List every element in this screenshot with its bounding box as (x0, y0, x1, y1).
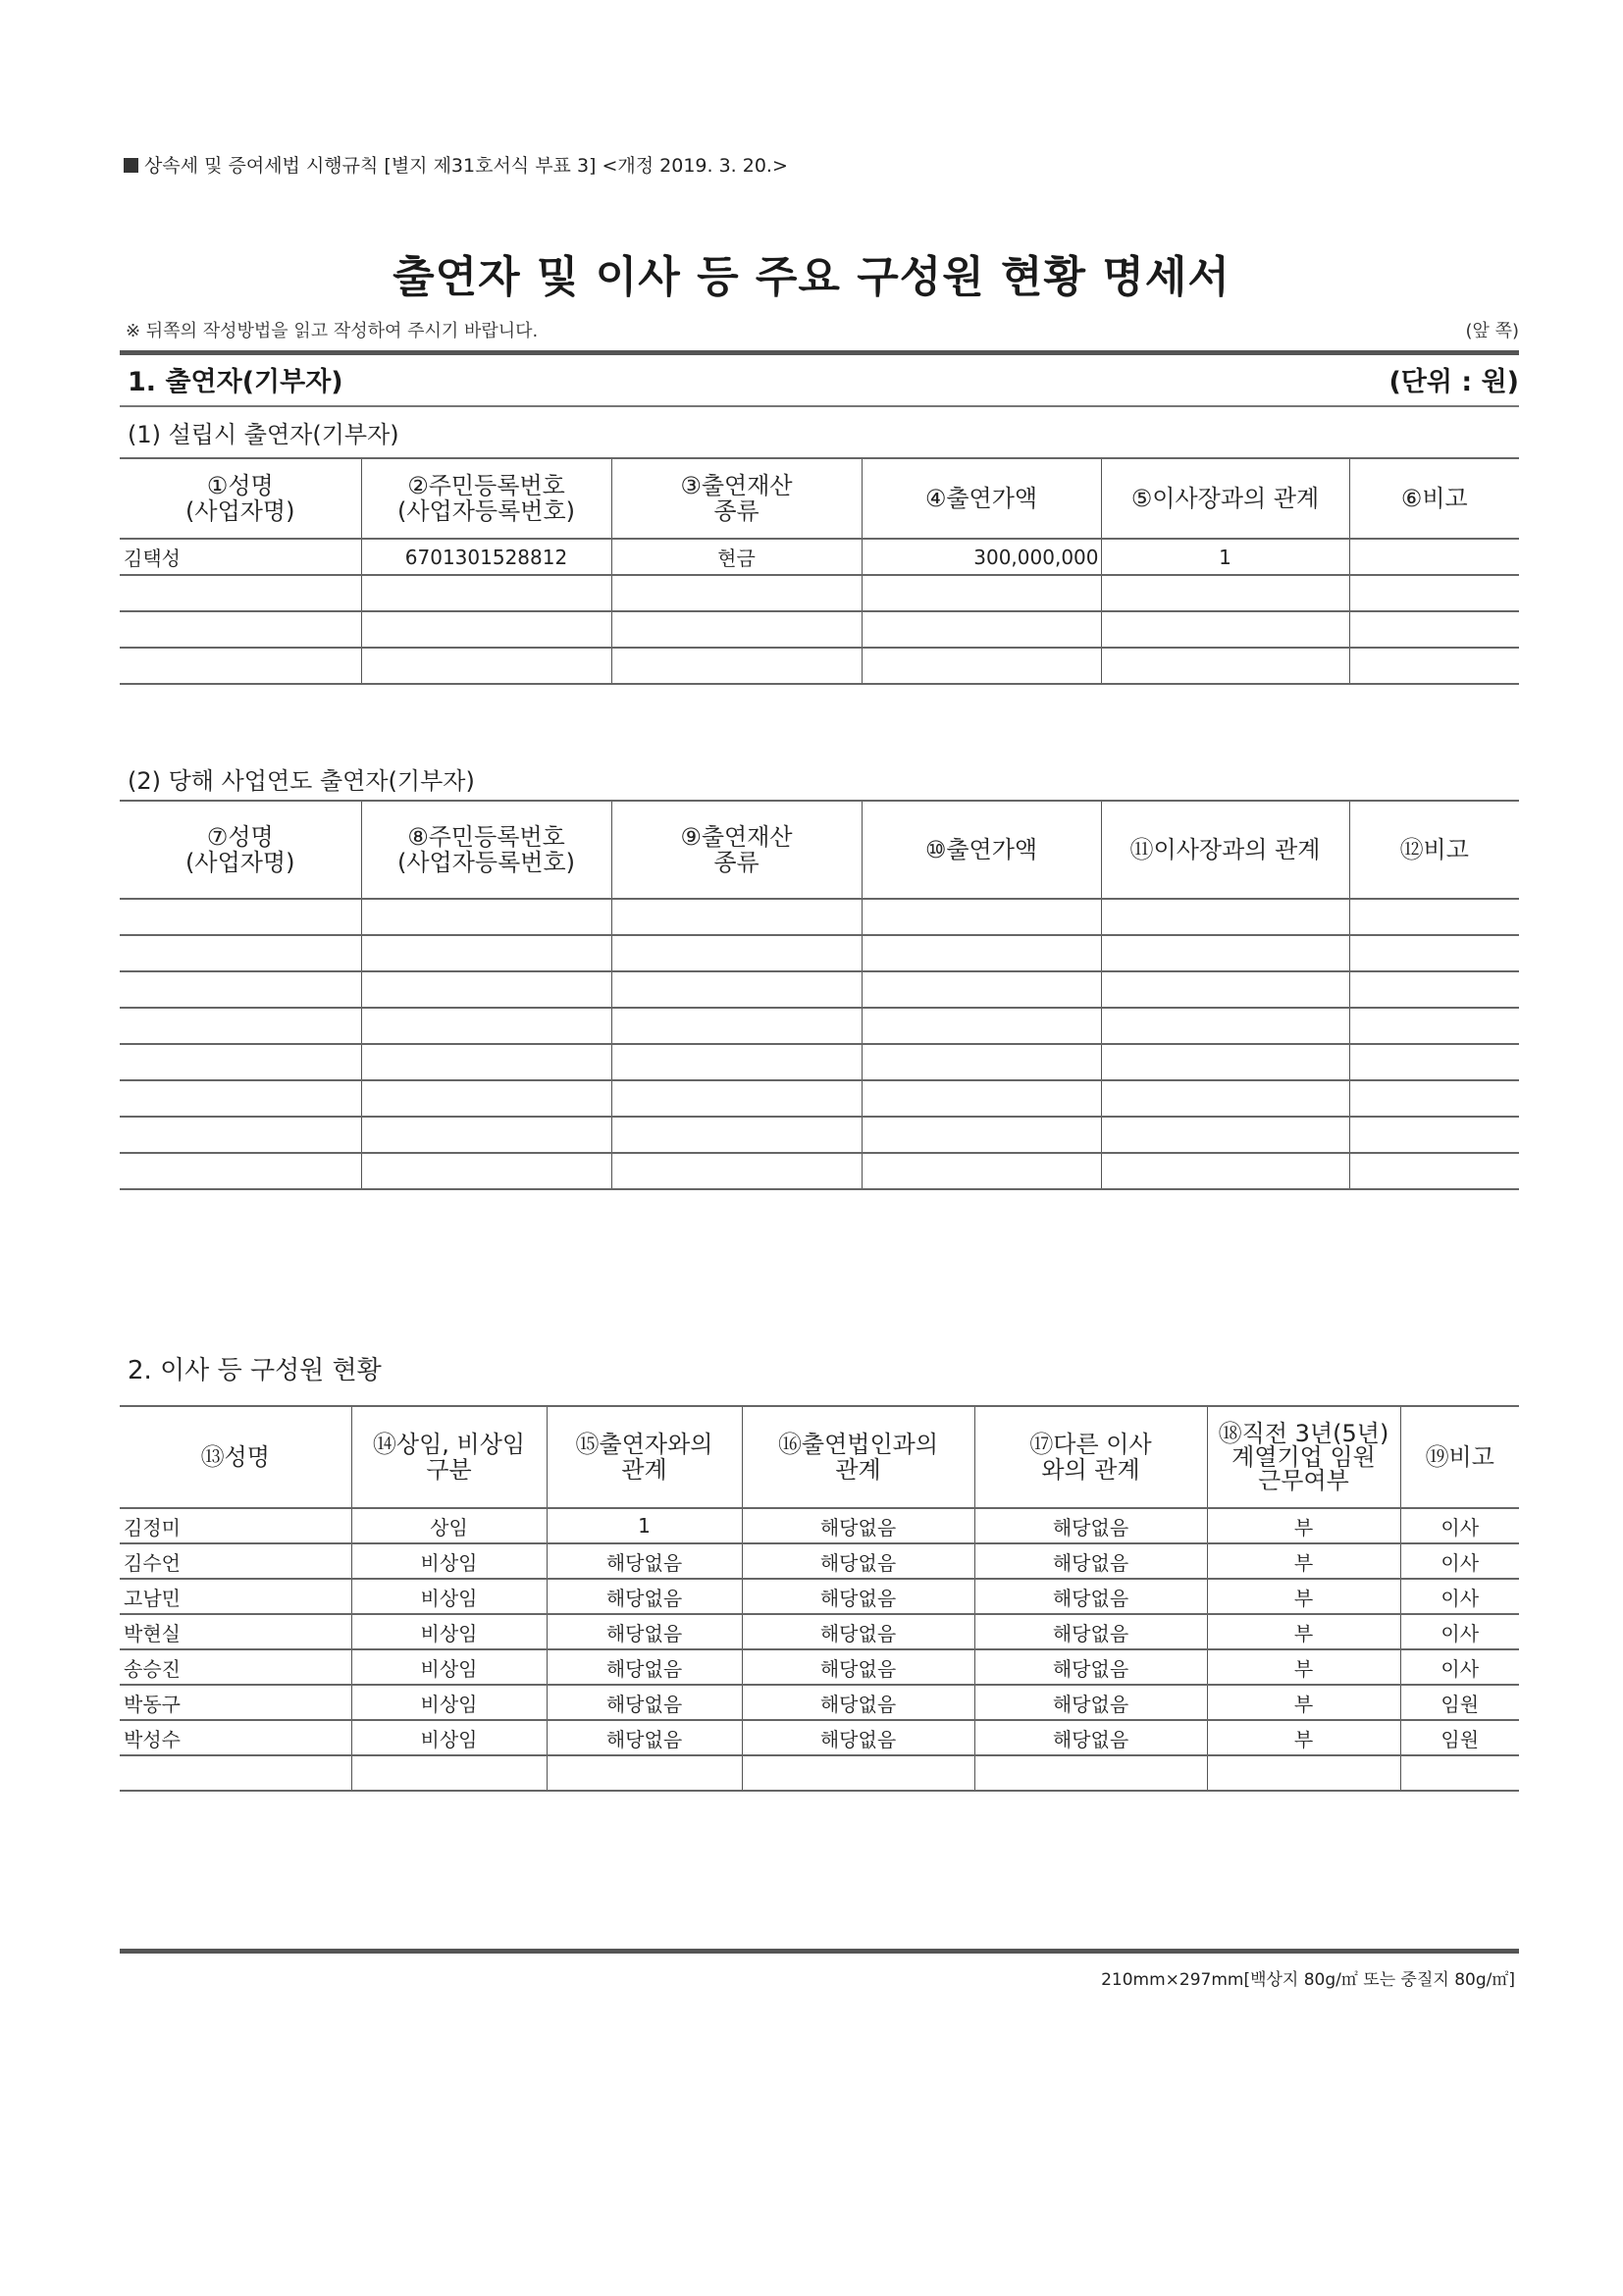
cell-id-number[interactable] (361, 648, 611, 684)
table-row (120, 1649, 1519, 1685)
cell-member-name[interactable]: 박현실 (120, 1614, 351, 1649)
cell-id-number[interactable]: 6701301528812 (361, 539, 611, 575)
cell-remarks[interactable] (1349, 1153, 1519, 1189)
cell-id-number[interactable] (361, 1117, 611, 1153)
founding-contributors-title: (1) 설립시 출연자(기부자) (128, 421, 399, 448)
cell-affiliate-officer[interactable]: 부 (1207, 1685, 1400, 1720)
members-table (120, 1405, 1519, 1792)
cell-member-remarks[interactable]: 임원 (1400, 1720, 1519, 1755)
table-row (120, 575, 1519, 611)
cell-name[interactable] (120, 899, 361, 935)
cell-id-number[interactable] (361, 575, 611, 611)
cell-asset-type[interactable]: 현금 (611, 539, 862, 575)
current-year-contributors-table (120, 800, 1519, 1190)
cell-fulltime[interactable]: 비상임 (351, 1614, 547, 1649)
founding-contributors-table (120, 457, 1519, 685)
table-row (120, 971, 1519, 1008)
cell-id-number[interactable] (361, 1044, 611, 1080)
cell-asset-type[interactable] (611, 1153, 862, 1189)
cell-relation-corporation[interactable] (742, 1755, 974, 1791)
cell-name[interactable] (120, 1044, 361, 1080)
cell-remarks[interactable] (1349, 611, 1519, 648)
table-row (120, 648, 1519, 684)
table-row (120, 611, 1519, 648)
cell-relation-corporation[interactable]: 해당없음 (742, 1579, 974, 1614)
cell-relation-other-directors[interactable]: 해당없음 (974, 1508, 1207, 1543)
cell-relation-other-directors[interactable]: 해당없음 (974, 1649, 1207, 1685)
cell-asset-type[interactable] (611, 648, 862, 684)
cell-affiliate-officer[interactable]: 부 (1207, 1649, 1400, 1685)
cell-relation-chairman[interactable] (1101, 971, 1349, 1008)
cell-fulltime[interactable]: 비상임 (351, 1579, 547, 1614)
cell-fulltime[interactable]: 비상임 (351, 1720, 547, 1755)
table-row (120, 1579, 1519, 1614)
cell-amount[interactable] (862, 1008, 1101, 1044)
col-header-remarks: ⑫비고 (1349, 801, 1519, 899)
cell-relation-chairman[interactable] (1101, 1044, 1349, 1080)
cell-relation-contributor[interactable]: 해당없음 (547, 1720, 742, 1755)
cell-remarks[interactable] (1349, 539, 1519, 575)
col-header-asset-type: ⑨출연재산 종류 (611, 801, 862, 899)
table-row (120, 1117, 1519, 1153)
cell-asset-type[interactable] (611, 1117, 862, 1153)
col-header-relation-other-directors: ⑰다른 이사 와의 관계 (974, 1406, 1207, 1508)
cell-member-name[interactable]: 고남민 (120, 1579, 351, 1614)
col-header-remarks: ⑥비고 (1349, 458, 1519, 539)
col-header-relation-chairman: ⑪이사장과의 관계 (1101, 801, 1349, 899)
cell-remarks[interactable] (1349, 971, 1519, 1008)
cell-fulltime[interactable]: 비상임 (351, 1649, 547, 1685)
table-row (120, 935, 1519, 971)
cell-amount[interactable] (862, 935, 1101, 971)
cell-member-remarks[interactable]: 이사 (1400, 1614, 1519, 1649)
col-header-member-remarks: ⑲비고 (1400, 1406, 1519, 1508)
law-reference-text: 상속세 및 증여세법 시행규칙 [별지 제31호서식 부표 3] <개정 2019. 3. 20.> (144, 155, 788, 177)
cell-member-remarks[interactable]: 이사 (1400, 1543, 1519, 1579)
cell-member-name[interactable]: 박동구 (120, 1685, 351, 1720)
cell-amount[interactable] (862, 648, 1101, 684)
unit-label: (단위 : 원) (1388, 367, 1519, 397)
section2-title: 2. 이사 등 구성원 현황 (128, 1356, 382, 1385)
cell-name[interactable] (120, 1153, 361, 1189)
col-header-relation-chairman: ⑤이사장과의 관계 (1101, 458, 1349, 539)
cell-relation-chairman[interactable] (1101, 1080, 1349, 1117)
col-header-id-number: ②주민등록번호 (사업자등록번호) (361, 458, 611, 539)
cell-amount[interactable] (862, 1044, 1101, 1080)
cell-amount[interactable] (862, 899, 1101, 935)
cell-remarks[interactable] (1349, 1008, 1519, 1044)
instruction-note: ※ 뒤쪽의 작성방법을 읽고 작성하여 주시기 바랍니다. (126, 321, 539, 341)
col-header-name: ⑦성명 (사업자명) (120, 801, 361, 899)
table-row (120, 1755, 1519, 1791)
cell-amount[interactable] (862, 971, 1101, 1008)
cell-name[interactable] (120, 1008, 361, 1044)
cell-id-number[interactable] (361, 611, 611, 648)
cell-remarks[interactable] (1349, 648, 1519, 684)
table-row (120, 1008, 1519, 1044)
cell-asset-type[interactable] (611, 611, 862, 648)
cell-relation-corporation[interactable]: 해당없음 (742, 1614, 974, 1649)
cell-member-name[interactable]: 박성수 (120, 1720, 351, 1755)
col-header-id-number: ⑧주민등록번호 (사업자등록번호) (361, 801, 611, 899)
cell-affiliate-officer[interactable]: 부 (1207, 1579, 1400, 1614)
cell-amount[interactable] (862, 611, 1101, 648)
table-row (120, 1720, 1519, 1755)
cell-asset-type[interactable] (611, 575, 862, 611)
col-header-affiliate-officer: ⑱직전 3년(5년) 계열기업 임원 근무여부 (1207, 1406, 1400, 1508)
cell-relation-contributor[interactable]: 해당없음 (547, 1543, 742, 1579)
cell-member-name[interactable] (120, 1755, 351, 1791)
cell-relation-contributor[interactable] (547, 1755, 742, 1791)
page-title: 출연자 및 이사 등 주요 구성원 현황 명세서 (393, 252, 1230, 302)
cell-relation-corporation[interactable]: 해당없음 (742, 1543, 974, 1579)
cell-member-remarks[interactable] (1400, 1755, 1519, 1791)
col-header-name: ①성명 (사업자명) (120, 458, 361, 539)
table-row (120, 899, 1519, 935)
cell-name[interactable] (120, 648, 361, 684)
cell-asset-type[interactable] (611, 899, 862, 935)
cell-member-remarks[interactable]: 임원 (1400, 1685, 1519, 1720)
cell-amount[interactable] (862, 575, 1101, 611)
cell-name[interactable] (120, 935, 361, 971)
table-row (120, 1614, 1519, 1649)
cell-remarks[interactable] (1349, 1080, 1519, 1117)
cell-affiliate-officer[interactable]: 부 (1207, 1543, 1400, 1579)
cell-asset-type[interactable] (611, 1080, 862, 1117)
section1-title: 1. 출연자(기부자) (128, 367, 343, 397)
col-header-amount: ⑩출연가액 (862, 801, 1101, 899)
cell-name[interactable] (120, 611, 361, 648)
cell-name[interactable] (120, 971, 361, 1008)
cell-id-number[interactable] (361, 1153, 611, 1189)
cell-relation-chairman[interactable] (1101, 611, 1349, 648)
cell-id-number[interactable] (361, 899, 611, 935)
table-row (120, 1508, 1519, 1543)
current-year-contributors-title: (2) 당해 사업연도 출연자(기부자) (128, 767, 475, 795)
cell-relation-chairman[interactable] (1101, 1153, 1349, 1189)
divider (120, 405, 1519, 407)
cell-id-number[interactable] (361, 971, 611, 1008)
cell-relation-contributor[interactable]: 1 (547, 1508, 742, 1543)
table-row (120, 1685, 1519, 1720)
cell-relation-other-directors[interactable]: 해당없음 (974, 1720, 1207, 1755)
cell-member-name[interactable]: 김정미 (120, 1508, 351, 1543)
page-side-label: (앞 쪽) (1465, 321, 1519, 341)
cell-relation-corporation[interactable]: 해당없음 (742, 1685, 974, 1720)
cell-amount[interactable] (862, 1080, 1101, 1117)
col-header-relation-contributor: ⑮출연자와의 관계 (547, 1406, 742, 1508)
table-header-row (120, 801, 1519, 899)
cell-relation-other-directors[interactable]: 해당없음 (974, 1614, 1207, 1649)
cell-relation-chairman[interactable] (1101, 575, 1349, 611)
square-bullet-icon (124, 158, 138, 173)
cell-asset-type[interactable] (611, 971, 862, 1008)
cell-relation-other-directors[interactable]: 해당없음 (974, 1579, 1207, 1614)
cell-affiliate-officer[interactable]: 부 (1207, 1720, 1400, 1755)
cell-id-number[interactable] (361, 1080, 611, 1117)
cell-affiliate-officer[interactable]: 부 (1207, 1614, 1400, 1649)
cell-remarks[interactable] (1349, 1044, 1519, 1080)
cell-amount[interactable] (862, 1153, 1101, 1189)
cell-fulltime[interactable] (351, 1755, 547, 1791)
cell-fulltime[interactable]: 상임 (351, 1508, 547, 1543)
law-reference (124, 151, 788, 178)
cell-relation-chairman[interactable] (1101, 1008, 1349, 1044)
col-header-relation-corporation: ⑯출연법인과의 관계 (742, 1406, 974, 1508)
table-row (120, 1543, 1519, 1579)
cell-name[interactable]: 김택성 (120, 539, 361, 575)
cell-member-remarks[interactable]: 이사 (1400, 1579, 1519, 1614)
cell-relation-other-directors[interactable]: 해당없음 (974, 1543, 1207, 1579)
cell-relation-contributor[interactable]: 해당없음 (547, 1649, 742, 1685)
cell-amount[interactable]: 300,000,000 (862, 539, 1101, 575)
cell-remarks[interactable] (1349, 1117, 1519, 1153)
divider (120, 1949, 1519, 1954)
cell-id-number[interactable] (361, 935, 611, 971)
table-row (120, 1153, 1519, 1189)
cell-asset-type[interactable] (611, 935, 862, 971)
cell-name[interactable] (120, 575, 361, 611)
cell-relation-chairman[interactable] (1101, 899, 1349, 935)
cell-member-name[interactable]: 김수언 (120, 1543, 351, 1579)
table-header-row (120, 1406, 1519, 1508)
cell-relation-chairman[interactable] (1101, 1117, 1349, 1153)
cell-relation-corporation[interactable]: 해당없음 (742, 1720, 974, 1755)
cell-fulltime[interactable]: 비상임 (351, 1543, 547, 1579)
cell-fulltime[interactable]: 비상임 (351, 1685, 547, 1720)
cell-affiliate-officer[interactable]: 부 (1207, 1508, 1400, 1543)
cell-remarks[interactable] (1349, 935, 1519, 971)
cell-member-remarks[interactable]: 이사 (1400, 1649, 1519, 1685)
cell-member-remarks[interactable]: 이사 (1400, 1508, 1519, 1543)
cell-affiliate-officer[interactable] (1207, 1755, 1400, 1791)
cell-asset-type[interactable] (611, 1008, 862, 1044)
cell-relation-other-directors[interactable] (974, 1755, 1207, 1791)
table-header-row (120, 458, 1519, 539)
cell-relation-corporation[interactable]: 해당없음 (742, 1649, 974, 1685)
cell-remarks[interactable] (1349, 575, 1519, 611)
cell-asset-type[interactable] (611, 1044, 862, 1080)
cell-name[interactable] (120, 1117, 361, 1153)
cell-relation-chairman[interactable] (1101, 648, 1349, 684)
table-row (120, 1080, 1519, 1117)
cell-relation-corporation[interactable]: 해당없음 (742, 1508, 974, 1543)
divider (120, 350, 1519, 355)
cell-remarks[interactable] (1349, 899, 1519, 935)
cell-relation-chairman[interactable]: 1 (1101, 539, 1349, 575)
cell-id-number[interactable] (361, 1008, 611, 1044)
paper-spec: 210mm×297mm[백상지 80g/㎡ 또는 중질지 80g/㎡] (1101, 1970, 1515, 1990)
cell-amount[interactable] (862, 1117, 1101, 1153)
table-row (120, 1044, 1519, 1080)
cell-name[interactable] (120, 1080, 361, 1117)
col-header-asset-type: ③출연재산 종류 (611, 458, 862, 539)
col-header-fulltime: ⑭상임, 비상임 구분 (351, 1406, 547, 1508)
col-header-member-name: ⑬성명 (120, 1406, 351, 1508)
cell-relation-contributor[interactable]: 해당없음 (547, 1579, 742, 1614)
col-header-amount: ④출연가액 (862, 458, 1101, 539)
cell-relation-contributor[interactable]: 해당없음 (547, 1614, 742, 1649)
table-row (120, 539, 1519, 575)
cell-relation-chairman[interactable] (1101, 935, 1349, 971)
cell-relation-contributor[interactable]: 해당없음 (547, 1685, 742, 1720)
cell-member-name[interactable]: 송승진 (120, 1649, 351, 1685)
cell-relation-other-directors[interactable]: 해당없음 (974, 1685, 1207, 1720)
